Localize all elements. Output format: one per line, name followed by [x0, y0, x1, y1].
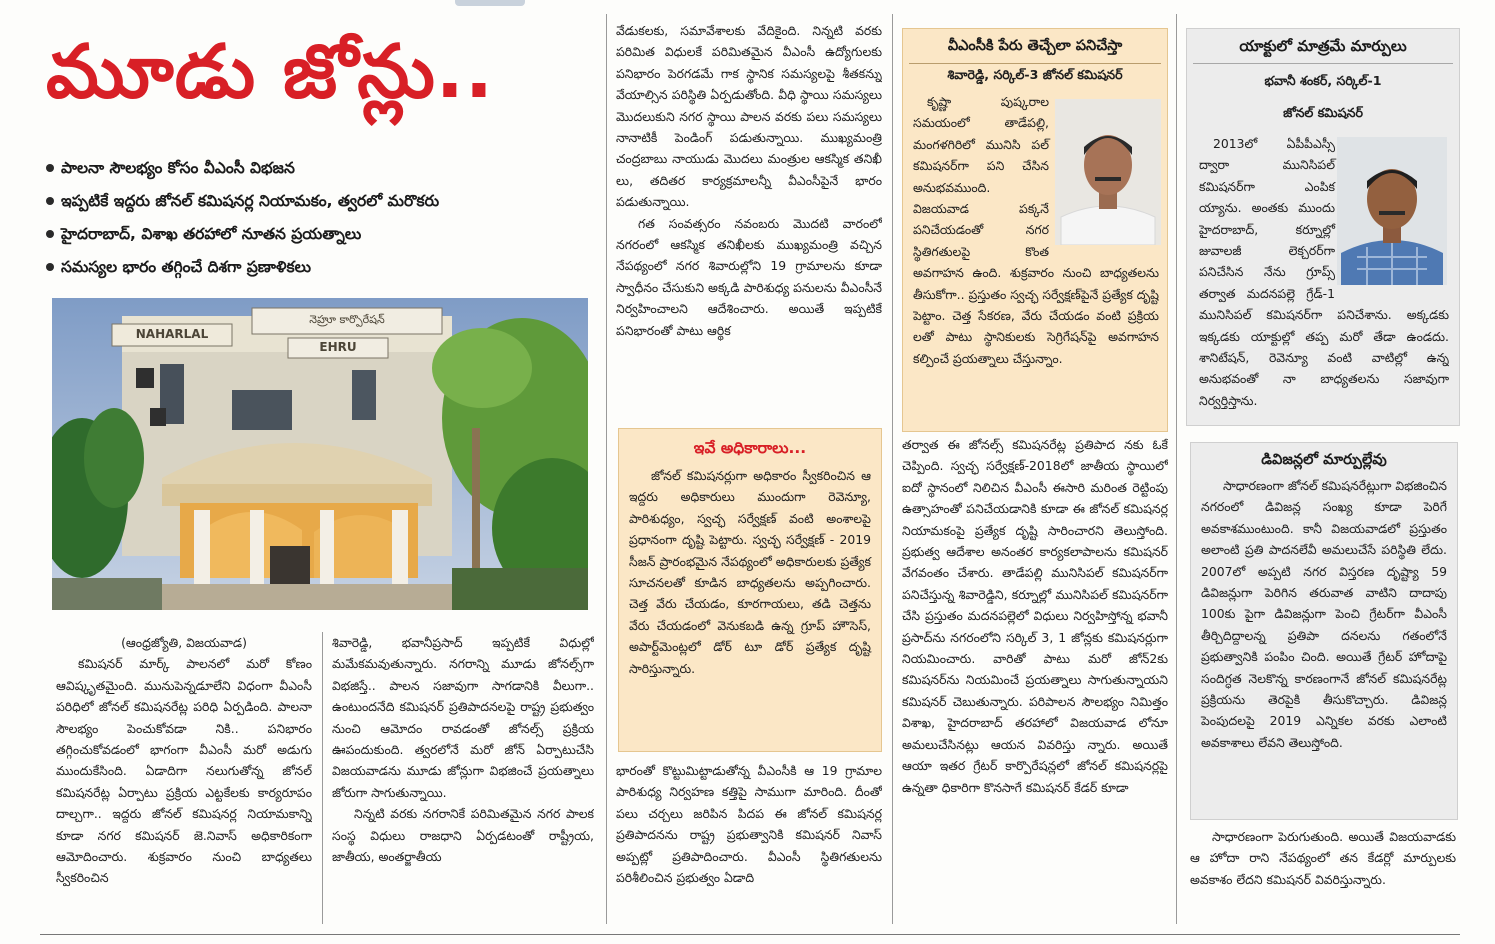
- article-paragraph: వేడుకలకు, సమావేశాలకు వేదికైంది. నిన్నటి వరకు పరిమిత విధులకే పరిమితమైన వీఎంసీ ఉద్యోగులకు పనిభారం పెరగడమే గాక స్థానిక సమస్యలపై శీతకన్ను వేయాల్సిన పరిస్థితి ఏర్పడుతోంది. వీధి స్థాయి సమస్యలు మొదలుకుని నగర స్థాయి పాలన వరకు పలు సమస్యలు నానాటికీ పెండింగ్ పడుతున్నాయి. ముఖ్యమంత్రి చంద్రబాబు నాయుడు మొదలు మంత్రుల ఆకస్మిక తనిఖీ లు, తదితర కార్యక్రమాలన్నీ వీఎంసీపైనే భారం పడుతున్నాయి.: [616, 23, 882, 210]
- article-column-2: [332, 632, 594, 922]
- sivareddy-box-subtitle: శివారెడ్డి, సర్కిల్-3 జోనల్ కమిషనర్: [947, 67, 1123, 82]
- bullet-item: సమస్యల భారం తగ్గించే దిశగా ప్రణాళికలు: [38, 251, 598, 284]
- article-column-4: [902, 434, 1168, 922]
- article-paragraph: నిన్నటి వరకు నగరానికే పరిమితమైన నగర పాలక సంస్థ విధులు రాజధాని ఏర్పడటంతో రాష్ట్రీయ, జాతీయ, అంతర్జాతీయ: [332, 806, 594, 865]
- division-box: [1190, 442, 1458, 820]
- bullet-icon: [46, 164, 54, 172]
- sivareddy-box-title: వీఎంసీకి పేరు తెచ్చేలా పనిచేస్తా: [947, 38, 1123, 54]
- bhavani-box-subtitle: భవానీ శంకర్, సర్కిల్-1: [1264, 73, 1382, 88]
- article-paragraph: శివారెడ్డి, భవానీప్రసాద్ ఇప్పటికే విధుల్లో మమేకమవుతున్నారు. నగరాన్ని మూడు జోనల్స్‌గా విభజిస్తే.. పాలన సజావుగా సాగడానికి వీలుగా.. ఉంటుందనేది కమిషనర్ ప్రతిపాదనలపై రాష్ట్ర ప్రభుత్వం నుంచి ఆమోదం రావడంతో జోనల్స్ ప్రక్రియ ఊపందుకుంది. త్వరలోనే మరో జోన్ ఏర్పాటుచేసి విజయవాడను మూడు జోన్లుగా విభజించే ప్రయత్నాలు జోరుగా సాగుతున్నాయి.: [332, 635, 594, 800]
- building-sign-left: NAHARLAL: [135, 327, 209, 341]
- article-column-1: [56, 632, 312, 922]
- bullet-item: పాలనా సౌలభ్యం కోసం వీఎంసీ విభజన: [38, 152, 598, 185]
- bullet-icon: [46, 197, 54, 205]
- bottom-rule: [40, 934, 1460, 935]
- divider: [1193, 63, 1453, 64]
- divider: [909, 63, 1161, 64]
- sivareddy-box-text: కృష్ణా పుష్కరాల సమయంలో తాడేపల్లి, మంగళగిరిలో మునిసి పల్ కమిషనర్‌గా పని చేసిన అనుభవముంది. విజయవాడ పక్కనే పనిచేయడంతో నగర స్థితిగతులపై కొంత అవగాహన ఉంది. శుక్రవారం నుంచి బాధ్యతలను తీసుకోగా.. ప్రస్తుతం స్వచ్ఛ సర్వేక్షణ్‌పైనే ప్రత్యేక దృష్టి పెట్టాం. చెత్త సేకరణ, వేరు చేయడం వంటి ప్రక్రియ లతో పాటు స్థానికులకు సెగ్రిగేషన్‌పై అవగాహన కల్పించే ప్రయత్నాలు చేస్తున్నాం.: [913, 94, 1159, 366]
- division-box-title: డివిజన్లలో మార్పుల్లేవు: [1261, 452, 1387, 468]
- top-edge-fragment: [455, 0, 525, 6]
- building-photo: [52, 298, 588, 610]
- bullet-icon: [46, 230, 54, 238]
- building-sign-right: నెహ్రూ కార్పొరేషన్: [309, 313, 385, 326]
- article-column-5: [1190, 826, 1456, 922]
- article-paragraph: తర్వాత ఈ జోనల్స్ కమిషనరేట్ల ప్రతిపాద నకు ఓకే చెప్పింది. స్వచ్ఛ సర్వేక్షణ్-2018లో జాతీయ స్థాయిలో ఐదో స్థానంలో నిలిచిన వీఎంసీ ఈసారి మరింత రెట్టింపు ఉత్సాహంతో పనిచేయడానికి కూడా ఈ జోనల్ కమిషనర్ల నియామకంపై ప్రత్యేక దృష్టి సారించారని తెలుస్తోంది. ప్రభుత్వ ఆదేశాల అనంతర కార్యకలాపాలను కమిషనర్ వేగవంతం చేశారు. తాడేపల్లి మునిసిపల్ కమిషనర్‌గా పనిచేస్తున్న శివారెడ్డిని, కర్నూల్లో మునిసిపల్ కమిషనర్‌గా చేసి ప్రస్తుతం మదనపల్లెలో విధులు నిర్వహిస్తోన్న భవానీ ప్రసాద్‌ను నగరంలోని సర్కిల్ 3, 1 జోన్లకు కమిషనర్లుగా నియమించారు. వారితో పాటు మరో జోన్‌2కు కమిషనర్‌ను నియమించే ప్రయత్నాలు సాగుతున్నాయని కమిషనర్ చెబుతున్నారు. పరిపాలన సౌలభ్యం నిమిత్తం విశాఖ, హైదరాబాద్ తరహాలో విజయవాడ లోనూ అమలుచేసినట్లు ఆయన వివరిస్తు న్నారు. అయితే ఆయా ఇతర గ్రేటర్ కార్పొరేషన్లలో జోనల్ కమిషనర్లపై ఉన్నతా ధికారిగా కొనసాగే కమిషనర్ కేడర్ కూడా: [902, 437, 1168, 795]
- powers-box-text: జోనల్ కమిషనర్లుగా అధికారం స్వీకరించిన ఆ ఇద్దరు అధికారులు ముందుగా రెవెన్యూ, పారిశుధ్యం, స్వచ్ఛ సర్వేక్షణ్ వంటి అంశాలపై ప్రధానంగా దృష్టి పెట్టారు. స్వచ్ఛ సర్వేక్షణ్ - 2019 సీజన్ ప్రారంభమైన నేపథ్యంలో అధికారులకు ప్రత్యేక సూచనలతో కూడిన బాధ్యతలను అప్పగించారు. చెత్త వేరు చేయడం, కూరగాయలు, తడి చెత్తను వేరు చేయడంలో వెనుకబడి ఉన్న గ్రూప్ హౌసెస్, అపార్ట్‌మెంట్లలో డోర్ టూ డోర్ ప్రత్యేక దృష్టి సారిస్తున్నారు.: [629, 468, 871, 676]
- article-paragraph: కమిషనర్ మార్క్ పాలనలో మరో కోణం ఆవిష్కృతమైంది. మునుపెన్నడూలేని విధంగా వీఎంసీ పరిధిలో జోనల్ కమిషనరేట్ల పరిధి ఏర్పడింది. పాలనా సౌలభ్యం పెంచుకోవడా నికి.. పనిభారం తగ్గించుకోవడంలో భాగంగా వీఎంసీ మరో అడుగు ముందుకేసింది. ఏడాదిగా నలుగుతోన్న జోనల్ కమిషనరేట్ల ఏర్పాటు ప్రక్రియ ఎట్టకేలకు కార్యరూపం దాల్చగా.. ఇద్దరు జోనల్ కమిషనర్ల నియామకాన్ని కూడా నగర కమిషనర్ జె.నివాస్ అధికారికంగా ఆమోదించారు. శుక్రవారం నుంచి బాధ్యతలు స్వీకరించిన: [56, 656, 312, 886]
- powers-box: [618, 428, 882, 752]
- highlight-bullets: [38, 152, 598, 284]
- column-divider: [892, 14, 893, 924]
- powers-box-title: ఇవే అధికారాలు...: [693, 439, 807, 457]
- article-column-3-bottom: [616, 760, 882, 922]
- bhavani-box: [1186, 28, 1460, 426]
- column-divider: [1176, 14, 1177, 924]
- bhavani-box-text: 2013లో ఏపీపీఎస్సీ ద్వారా మునిసిపల్ కమిషనర్‌గా ఎంపిక య్యాను. అంతకు ముందు హైదరాబాద్, కర్నూల్లో జువాలజీ లెక్చరర్‌గా పనిచేసిన నేను గ్రూప్స్ తర్వాత మదనపల్లె గ్రేడ్-1 మునిసిపల్ కమిషనర్‌గా పనిచేశాను. అక్కడకు ఇక్కడకు యాక్టుల్లో తప్ప మరో తేడా ఉండదు. శానిటేషన్, రెవెన్యూ వంటి వాటిల్లో ఉన్న అనుభవంతో నా బాధ్యతలను సజావుగా నిర్వర్తిస్తాను.: [1199, 136, 1449, 408]
- bullet-item: హైదరాబాద్, విశాఖ తరహాలో నూతన ప్రయత్నాలు: [38, 218, 598, 251]
- sivareddy-box: [902, 28, 1168, 432]
- article-paragraph: గత సంవత్సరం నవంబరు మొదటి వారంలో నగరంలో ఆకస్మిక తనిఖీలకు ముఖ్యమంత్రి వచ్చిన నేపథ్యంలో నగర శివారుల్లోని 19 గ్రామాలను కూడా స్వాధీనం చేసుకుని అక్కడి పారిశుధ్య పనులను వీఎంసీనే నిర్వహించాలని ఆదేశించారు. అయితే ఇప్పటికే పనిభారంతో పాటు ఆర్థిక: [616, 215, 882, 338]
- bhavani-box-subtitle-2: జోనల్ కమిషనర్: [1283, 105, 1363, 120]
- column-divider: [606, 14, 607, 924]
- dateline: (ఆంధ్రజ్యోతి, విజయవాడ): [121, 635, 247, 650]
- page-headline: మూడు జోన్లు..: [46, 29, 495, 115]
- column-divider: [322, 632, 323, 924]
- article-paragraph: భారంతో కొట్టుమిట్టాడుతోన్న వీఎంసీకి ఆ 19 గ్రామాల పారిశుధ్య నిర్వహణ కత్తిపై సాముగా మారింది. దీంతో పలు చర్చలు జరిపిన పిదప ఈ జోనల్ కమిషనర్ల ప్రతిపాదనను రాష్ట్ర ప్రభుత్వానికి కమిషనర్ నివాస్ అప్పట్లో ప్రతిపాదించారు. వీఎంసీ స్థితిగతులను పరిశీలించిన ప్రభుత్వం ఏడాది: [616, 763, 882, 886]
- bullet-icon: [46, 263, 54, 271]
- bullet-item: ఇప్పటికే ఇద్దరు జోనల్ కమిషనర్ల నియామకం, త్వరలో మరొకరు: [38, 185, 598, 218]
- division-box-text: సాధారణంగా జోనల్ కమిషనరేట్లుగా విభజించిన నగరంలో డివిజన్ల సంఖ్య కూడా పెరిగే అవకాశముంటుంది. కానీ విజయవాడలో ప్రస్తుతం అలాంటి ప్రతి పాదనలేవీ అమలుచేసే పరిస్థితి లేదు. 2007లో అప్పటి నగర విస్తరణ దృష్ట్యా 59 డివిజన్లుగా పెరిగిన తరువాత వాటిని దాదాపు 100కు పైగా డివిజన్లుగా పెంచి గ్రేటర్‌గా వీఎంసీ తీర్చిదిద్దాలన్న ప్రతిపా దనలను గతంలోనే ప్రభుత్వానికి పంపిం చింది. అయితే గ్రేటర్ హోదాపై సందిగ్ధత నెలకొన్న కారణంగానే జోనల్ కమిషనరేట్ల ప్రక్రియను తెరపైకి తీసుకొచ్చారు. డివిజన్ల పెంపుదలపై 2019 ఎన్నికల వరకు ఎలాంటి అవకాశాలు లేవని తెలుస్తోంది.: [1201, 478, 1447, 750]
- article-column-3-top: [616, 20, 882, 408]
- building-sign-small: EHRU: [319, 340, 357, 354]
- bhavani-box-title: యాక్టులో మాత్రమే మార్పులు: [1239, 37, 1407, 55]
- article-paragraph: సాధారణంగా పెరుగుతుంది. అయితే విజయవాడకు ఆ హోదా రాని నేపథ్యంలో తన కేడర్లో మార్పులకు అవకాశం లేదని కమిషనర్ వివరిస్తున్నారు.: [1190, 829, 1456, 887]
